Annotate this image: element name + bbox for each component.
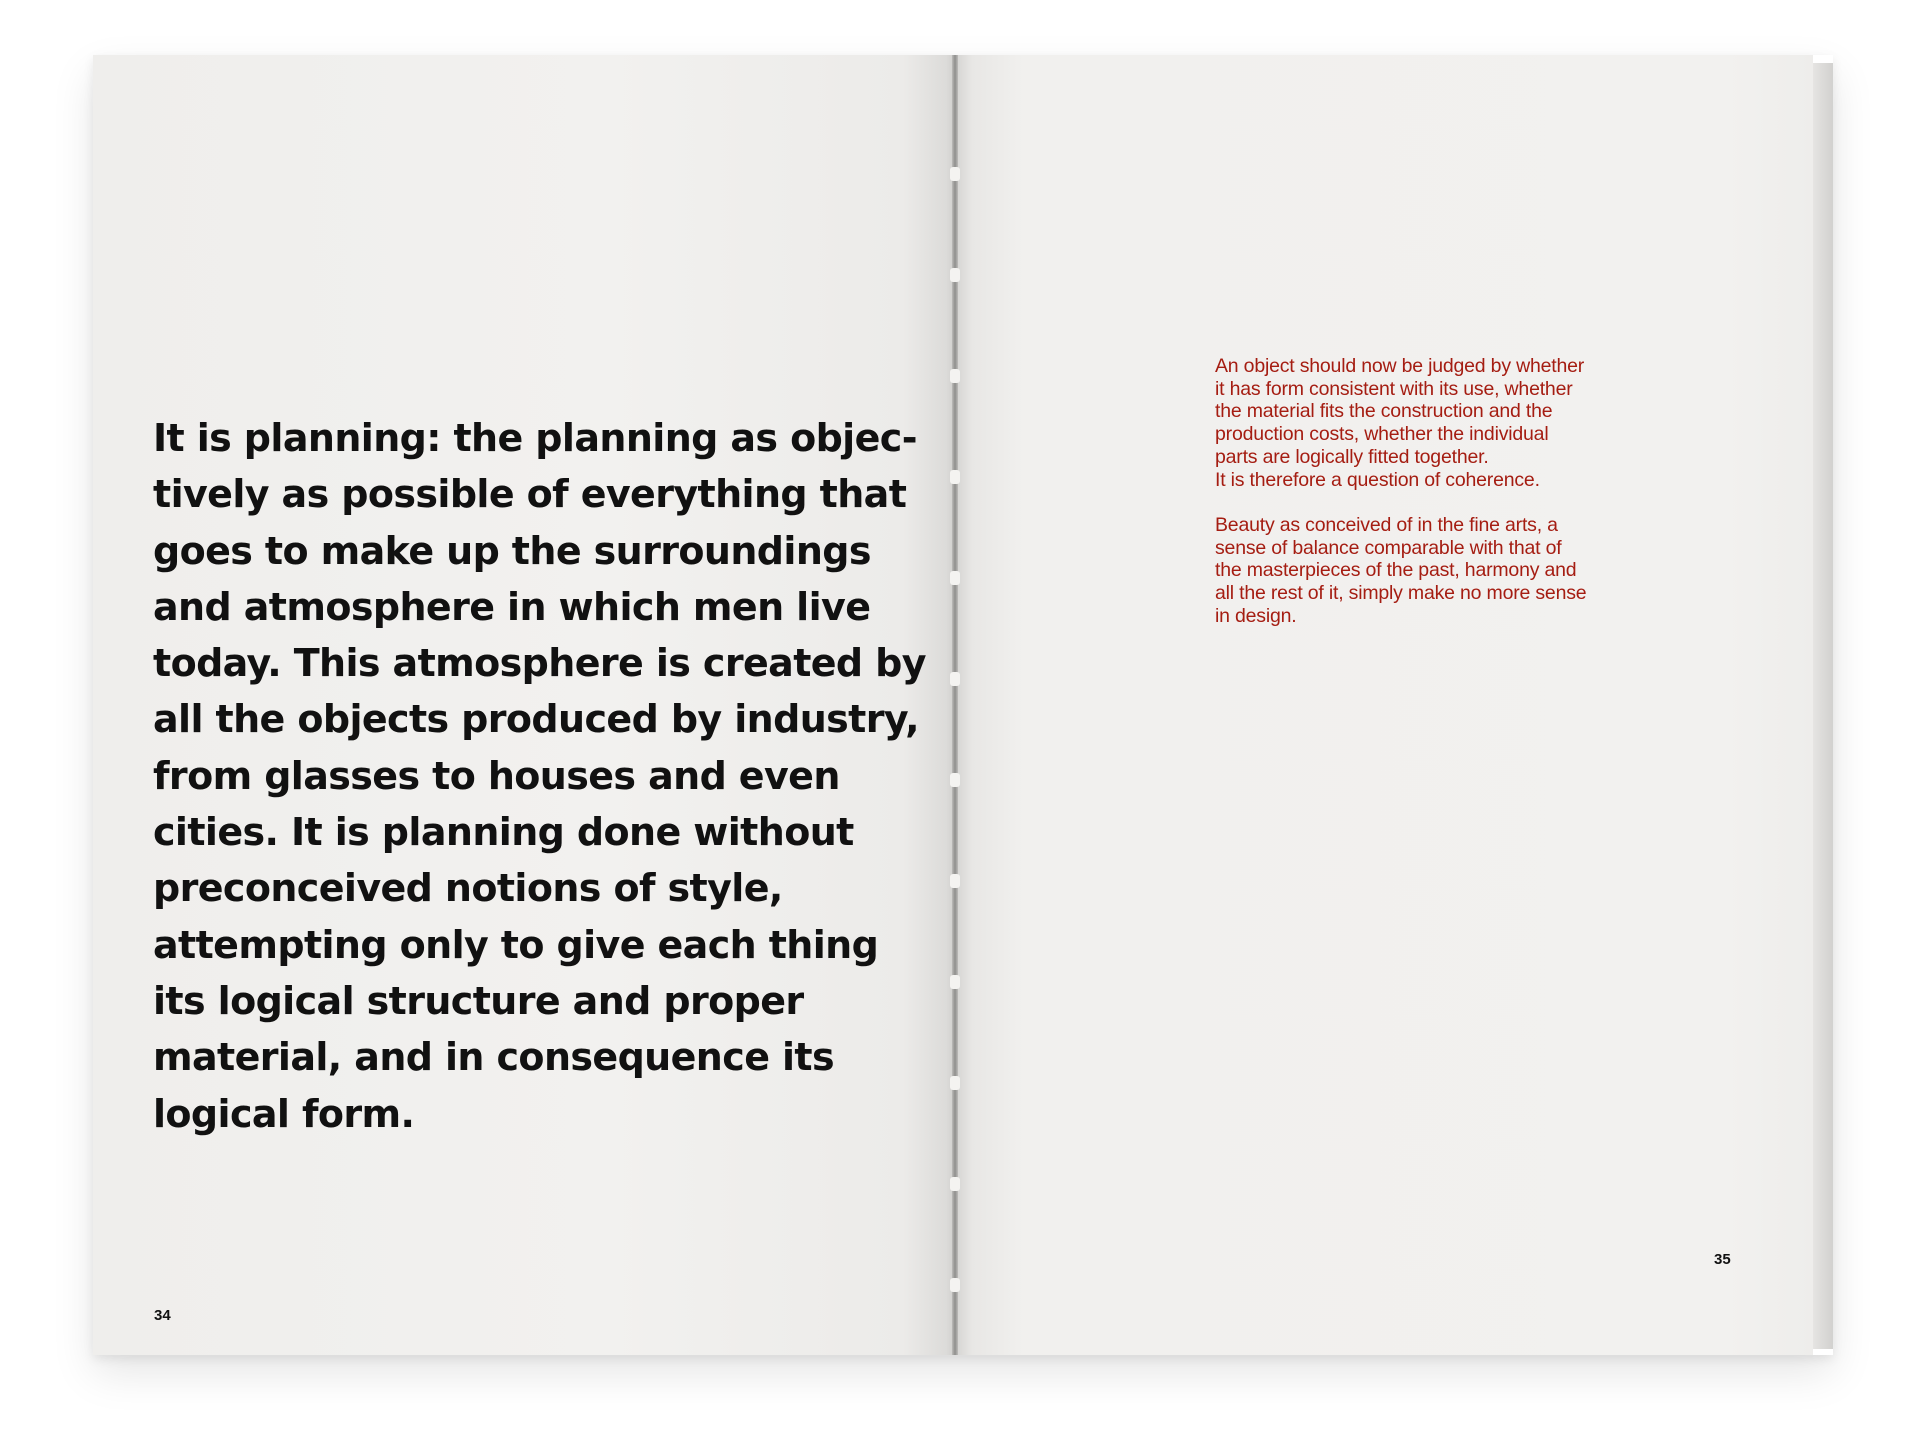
quote-line: all the objects produced by industry, — [153, 697, 919, 742]
side-note-line: the masterpieces of the past, harmony and — [1215, 559, 1577, 582]
quote-line: today. This atmosphere is created by — [153, 641, 926, 686]
quote-line: logical form. — [153, 1091, 415, 1136]
quote-line: goes to make up the surroundings — [153, 528, 871, 573]
side-note-paragraph-2 — [1215, 514, 1705, 628]
binding-stitch — [950, 1278, 960, 1292]
right-page — [955, 55, 1813, 1355]
binding-stitch — [950, 874, 960, 888]
book-spread — [93, 55, 1833, 1355]
binding-stitch — [950, 1177, 960, 1191]
side-note-line: in design. — [1215, 604, 1297, 627]
binding-stitch — [950, 268, 960, 282]
side-note-line: Beauty as conceived of in the fine arts, a — [1215, 513, 1558, 536]
binding-stitch — [950, 1076, 960, 1090]
binding-stitch — [950, 975, 960, 989]
quote-line: tively as possible of everything that — [153, 472, 907, 517]
page-block-edge — [1813, 63, 1833, 1349]
page-number-left: 34 — [154, 1307, 171, 1324]
left-page — [93, 55, 955, 1355]
quote-line: attempting only to give each thing — [153, 922, 879, 967]
quote-line: It is planning: the planning as objec- — [153, 416, 917, 460]
quote-line: material, and in consequence its — [153, 1035, 834, 1080]
main-quote — [153, 410, 943, 1142]
page-number-right: 35 — [1714, 1251, 1731, 1268]
side-note-line: it has form consistent with its use, whether — [1215, 377, 1573, 400]
binding-stitch — [950, 672, 960, 686]
side-note-line: parts are logically fitted together. — [1215, 445, 1489, 468]
book-spine — [952, 55, 958, 1355]
quote-line: its logical structure and proper — [153, 978, 804, 1023]
binding-stitch — [950, 167, 960, 181]
binding-stitch — [950, 369, 960, 383]
quote-line: and atmosphere in which men live — [153, 584, 871, 629]
side-note-line: all the rest of it, simply make no more sense — [1215, 582, 1587, 605]
side-note-line: It is therefore a question of coherence. — [1215, 468, 1540, 491]
binding-stitch — [950, 571, 960, 585]
side-note-line: the material fits the construction and the — [1215, 400, 1553, 423]
binding-stitch — [950, 773, 960, 787]
quote-line: cities. It is planning done without — [153, 810, 854, 855]
binding-stitch — [950, 470, 960, 484]
quote-line: preconceived notions of style, — [153, 866, 783, 911]
side-note — [1215, 355, 1705, 650]
side-note-paragraph-1 — [1215, 355, 1705, 491]
side-note-line: An object should now be judged by whether — [1215, 355, 1585, 377]
side-note-line: production costs, whether the individual — [1215, 423, 1549, 446]
side-note-line: sense of balance comparable with that of — [1215, 536, 1562, 559]
quote-line: from glasses to houses and even — [153, 753, 840, 798]
